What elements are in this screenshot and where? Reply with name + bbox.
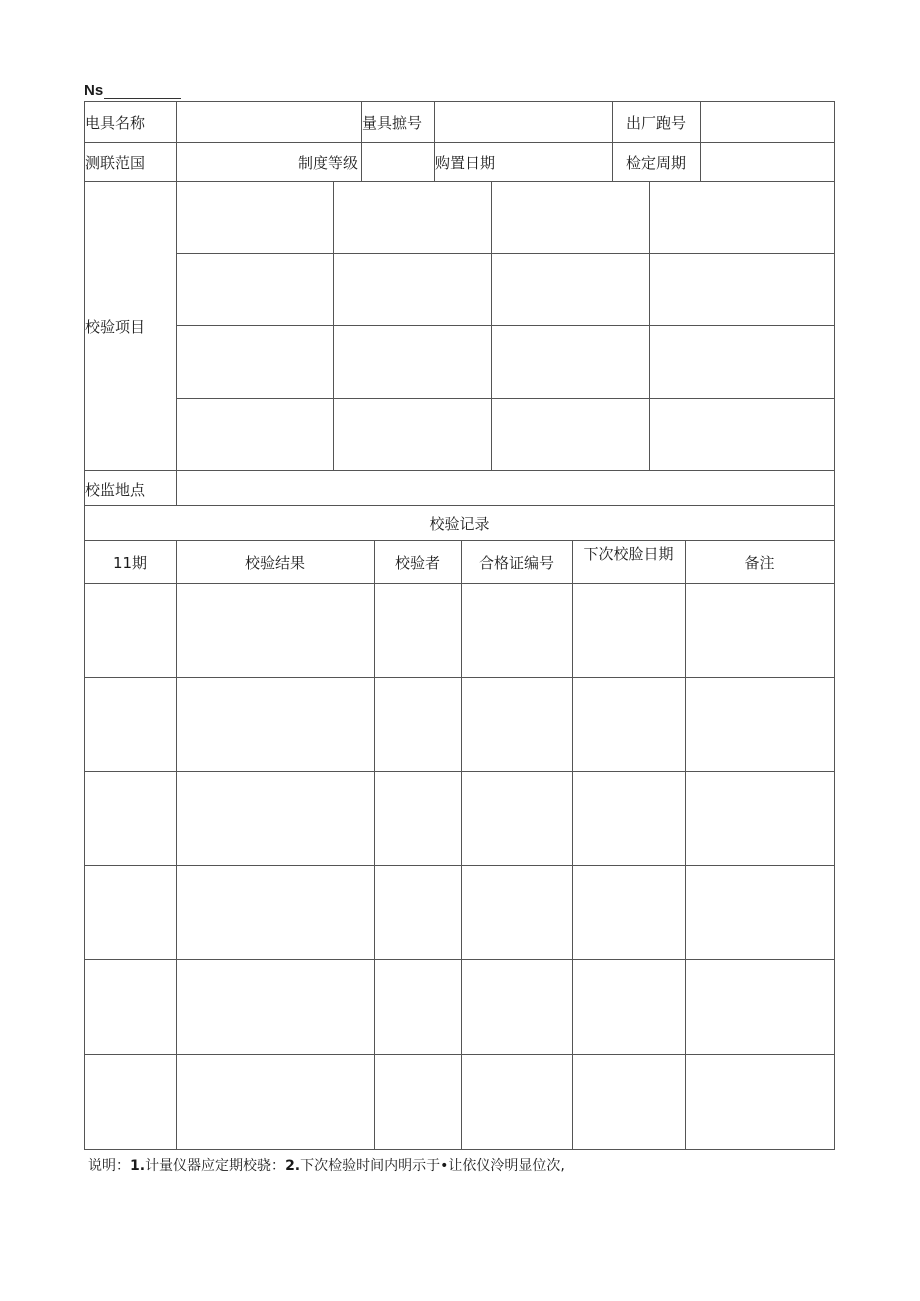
factory-number-field[interactable] <box>701 102 834 142</box>
instrument-name-field[interactable] <box>177 102 361 142</box>
calibration-location-label: 校监地点 <box>85 481 146 499</box>
footer-item-1-number: 1. <box>130 1158 146 1174</box>
footer-item-2-text: 下次检验时间内明示于•让依仪泠明显位次, <box>300 1158 565 1174</box>
accuracy-grade-label: 制度等级 <box>298 154 359 172</box>
calibration-period-field[interactable] <box>701 143 834 181</box>
accuracy-grade-field[interactable] <box>362 143 434 181</box>
col-result-header: 校验结果 <box>244 554 305 572</box>
calibration-location-field[interactable] <box>177 471 834 505</box>
factory-number-label: 出厂跑号 <box>626 114 687 132</box>
calibration-period-label: 检定周期 <box>626 154 687 172</box>
record-row[interactable] <box>85 1055 834 1149</box>
form-number-blank[interactable] <box>104 98 181 99</box>
instrument-name-label: 电具名称 <box>85 114 146 132</box>
instrument-serial-label: 量具摭号 <box>362 114 423 132</box>
record-row[interactable] <box>85 584 834 677</box>
col-certificate-header: 合格证编号 <box>478 554 554 572</box>
form-number-label: Ns <box>84 82 104 99</box>
records-title: 校验记录 <box>429 515 490 533</box>
record-row[interactable] <box>85 960 834 1054</box>
calibration-items-label: 校验项目 <box>85 318 146 336</box>
footer-item-1-text: 计量仪器应定期校骁： <box>145 1158 286 1174</box>
footer-prefix: 说明： <box>88 1158 130 1174</box>
instrument-serial-field[interactable] <box>435 102 612 142</box>
col-next-date-header: 下次校脸日期 <box>583 545 674 563</box>
col-inspector-header: 校验者 <box>394 554 440 572</box>
footer-note <box>88 1157 565 1175</box>
col-date-header: 11期 <box>112 554 148 572</box>
col-remarks-header: 备注 <box>744 554 775 572</box>
record-row[interactable] <box>85 866 834 959</box>
measuring-range-label: 测联范国 <box>85 154 146 172</box>
purchase-date-label: 购置日期 <box>435 154 496 172</box>
calibration-items-grid[interactable] <box>177 182 834 470</box>
record-row[interactable] <box>85 772 834 865</box>
record-row[interactable] <box>85 678 834 771</box>
footer-item-2-number: 2. <box>285 1158 301 1174</box>
